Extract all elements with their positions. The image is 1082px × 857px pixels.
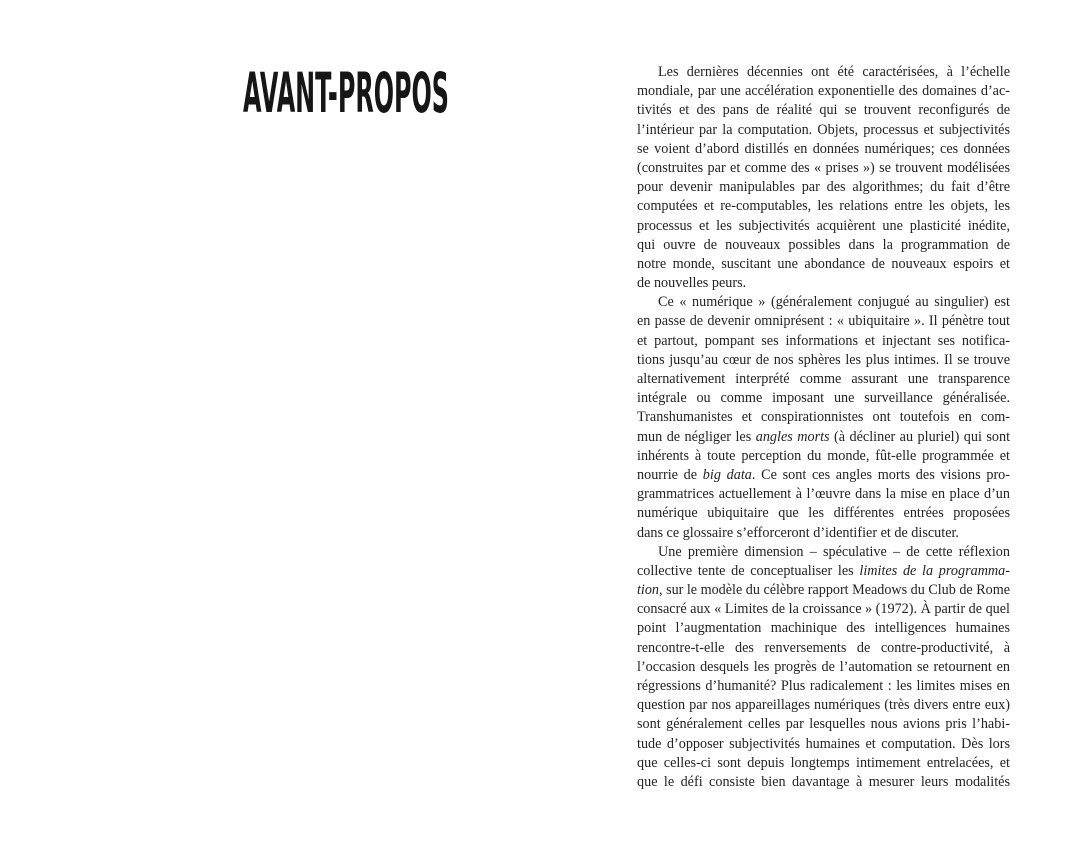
text-line: grammatrices actuellement à l’œuvre dans la mise en place d’un — [637, 486, 1010, 503]
text-line: tions jusqu’au cœur de nos sphères les plus intimes. Il se trouve — [637, 351, 1010, 368]
text-line: et partout, pompant ses informations et injectant ses notifica- — [637, 332, 1010, 349]
text-line: de nouvelles peurs. — [637, 275, 747, 292]
text-column — [637, 63, 1010, 792]
text-line: l’intérieur par la computation. Objets, processus et subjectivités — [637, 121, 1010, 138]
chapter-title — [243, 61, 463, 125]
text-line: en passe de devenir omniprésent : « ubiquitaire ». Il pénètre tout — [637, 313, 1010, 330]
paragraph — [637, 543, 1010, 792]
text-line: Transhumanistes et conspirationnistes ont toutefois en com- — [637, 409, 1010, 426]
text-line: inhérents à toute perception du monde, fût-elle programmée et — [637, 447, 1010, 464]
chapter-title-text: AVANT-PROPOS — [243, 61, 449, 125]
text-line: que le défi consiste bien davantage à mesurer leurs modalités — [637, 773, 1010, 790]
text-line: intégrale ou comme imposant une surveillance généralisée. — [637, 390, 1010, 407]
text-line: tude d’opposer subjectivités humaines et computation. Dès lors — [637, 735, 1010, 752]
text-line: se voient d’abord distillés en données numériques; ces données — [637, 140, 1010, 157]
text-line: collective tente de conceptualiser les limites de la programma- — [637, 562, 1010, 579]
text-line: computées et re-computables, les relations entre les objets, les — [637, 198, 1010, 215]
text-line: tion, sur le modèle du célèbre rapport Meadows du Club de Rome — [637, 582, 1010, 599]
text-line: question par nos appareillages numériques (très divers entre eux) — [637, 697, 1010, 714]
text-line: sont généralement celles par lesquelles nous avions pris l’habi- — [637, 716, 1010, 733]
text-line: consacré aux « Limites de la croissance » (1972). À partir de quel — [637, 601, 1010, 618]
text-line: numérique ubiquitaire que les différentes entrées proposées — [637, 505, 1010, 522]
text-line: que celles-ci sont depuis longtemps intimement entrelacées, et — [637, 754, 1010, 771]
text-line: point l’augmentation machinique des intelligences humaines — [637, 620, 1010, 637]
text-line: alternativement interprété comme assurant une transparence — [637, 371, 1010, 387]
text-line: rencontre-t-elle des renversements de contre-productivité, à — [637, 639, 1010, 656]
text-line: notre monde, suscitant une abondance de nouveaux espoirs et — [637, 255, 1010, 272]
text-line: Les dernières décennies ont été caractérisées, à l’échelle — [658, 64, 1010, 80]
text-line: tivités et des pans de réalité qui se trouvent reconfigurés de — [637, 102, 1010, 119]
paragraph — [637, 293, 1010, 542]
text-line: mondiale, par une accélération exponentielle des domaines d’ac- — [637, 83, 1010, 100]
paragraph — [637, 63, 1010, 293]
text-line: Ce « numérique » (généralement conjugué au singulier) est — [658, 294, 1010, 311]
text-line: régressions d’humanité? Plus radicalement : les limites mises en — [637, 678, 1010, 694]
text-line: (construites par et comme des « prises ») se trouvent modélisées — [637, 159, 1010, 176]
right-page — [541, 0, 1082, 857]
text-line: processus et les subjectivités acquièrent une plasticité inédite, — [637, 217, 1010, 234]
text-line: qui ouvre de nouveaux possibles dans la programmation de — [637, 236, 1010, 253]
text-line: l’occasion desquels les progrès de l’automation se retournent en — [637, 658, 1010, 675]
text-line: dans ce glossaire s’efforceront d’identifier et de discuter. — [637, 524, 959, 541]
text-line: nourrie de big data. Ce sont ces angles morts des visions pro- — [637, 466, 1010, 483]
text-line: Une première dimension – spéculative – de cette réflexion — [658, 543, 1010, 560]
text-line: mun de négliger les angles morts (à décliner au pluriel) qui sont — [637, 428, 1011, 445]
text-line: pour devenir manipulables par des algorithmes; du fait d’être — [637, 179, 1010, 196]
